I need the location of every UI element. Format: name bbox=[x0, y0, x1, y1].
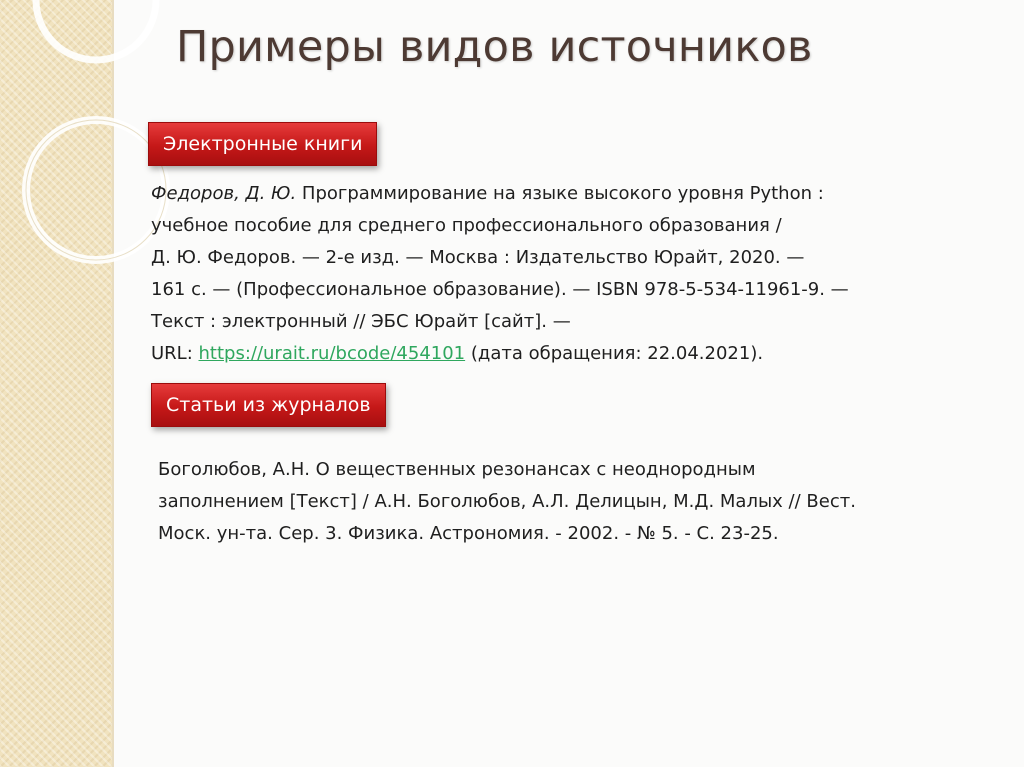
reference-line: Д. Ю. Федоров. — 2-е изд. — Москва : Издательство Юрайт, 2020. — bbox=[151, 247, 805, 268]
section-tag-ebooks: Электронные книги bbox=[148, 122, 377, 166]
access-date: (дата обращения: 22.04.2021). bbox=[465, 343, 764, 364]
reference-line: заполнением [Текст] / А.Н. Боголюбов, А.Л. Делицын, М.Д. Малых // Вест. bbox=[158, 491, 856, 512]
reference-title-text: Программирование на языке высокого уровня Python : bbox=[296, 183, 824, 204]
reference-author: Федоров, Д. Ю. bbox=[151, 183, 297, 204]
reference-line bbox=[151, 338, 1011, 370]
page-title: Примеры видов источников bbox=[176, 22, 813, 72]
reference-line: Боголюбов, А.Н. О вещественных резонансах с неоднородным bbox=[158, 459, 756, 480]
reference-line: учебное пособие для среднего профессионального образования / bbox=[151, 215, 782, 236]
section-tag-journals: Статьи из журналов bbox=[151, 383, 386, 427]
reference-line: Текст : электронный // ЭБС Юрайт [сайт]. — bbox=[151, 311, 571, 332]
url-prefix: URL: bbox=[151, 343, 199, 364]
reference-journal-article bbox=[158, 454, 1008, 550]
reference-ebook bbox=[151, 178, 1011, 370]
reference-line: Моск. ун-та. Сер. 3. Физика. Астрономия. - 2002. - № 5. - С. 23-25. bbox=[158, 523, 779, 544]
reference-url-link[interactable]: https://urait.ru/bcode/454101 bbox=[198, 343, 466, 364]
reference-line bbox=[151, 178, 1011, 210]
reference-line: 161 с. — (Профессиональное образование). — ISBN 978-5-534-11961-9. — bbox=[151, 279, 849, 300]
